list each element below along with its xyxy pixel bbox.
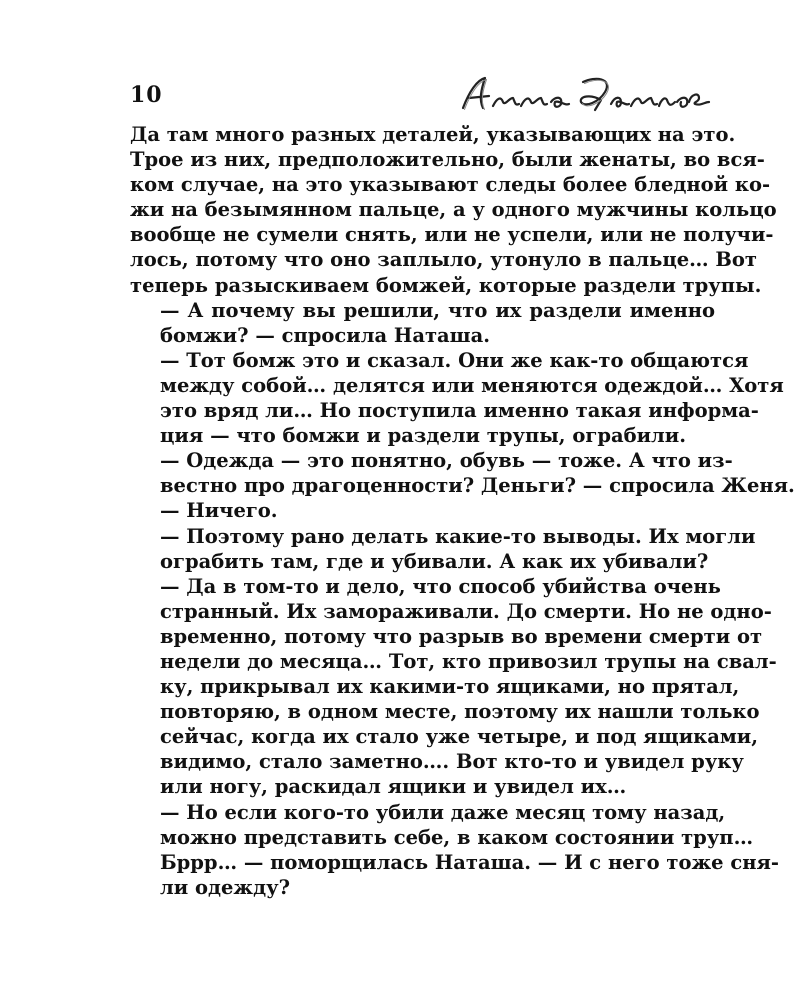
text-line: временно, потому что разрыв во времени смерти от bbox=[160, 624, 763, 648]
paragraph bbox=[130, 448, 795, 498]
text-line: Трое из них, предположительно, были женаты, во вся- bbox=[130, 148, 765, 172]
body-text bbox=[130, 122, 795, 900]
text-line: — Тот бомж это и сказал. Они же как-то общаются bbox=[160, 348, 749, 372]
text-line: или ногу, раскидал ящики и увидел их… bbox=[160, 775, 627, 799]
text-line: — Да в том-то и дело, что способ убийства очень bbox=[160, 574, 721, 598]
paragraph bbox=[130, 498, 715, 523]
author-signature-logo bbox=[455, 72, 715, 120]
text-line: ция — что бомжи и раздели трупы, ограбили. bbox=[160, 424, 687, 448]
page-header bbox=[130, 72, 715, 120]
page-number: 10 bbox=[130, 82, 163, 108]
paragraph bbox=[130, 122, 777, 298]
text-line: ку, прикрывал их какими-то ящиками, но прятал, bbox=[160, 675, 740, 699]
text-line: странный. Их замораживали. До смерти. Но не одно- bbox=[160, 599, 772, 623]
text-line: сейчас, когда их стало уже четыре, и под ящиками, bbox=[160, 725, 759, 749]
paragraph bbox=[130, 348, 784, 448]
text-line: жи на безымянном пальце, а у одного мужчины кольцо bbox=[130, 198, 777, 222]
text-line: можно представить себе, в каком состоянии труп… bbox=[160, 825, 754, 849]
text-line: теперь разыскиваем бомжей, которые раздели трупы. bbox=[130, 273, 762, 297]
text-line: — Ничего. bbox=[160, 499, 278, 523]
text-line: бомжи? — спросила Наташа. bbox=[160, 323, 491, 347]
text-line: ли одежду? bbox=[160, 875, 291, 899]
text-line: это вряд ли… Но поступила именно такая информа- bbox=[160, 399, 759, 423]
text-line: — Поэтому рано делать какие-то выводы. Их могли bbox=[160, 524, 756, 548]
text-line: вестно про драгоценности? Деньги? — спросила Женя. bbox=[160, 474, 795, 498]
text-line: — А почему вы решили, что их раздели именно bbox=[160, 298, 715, 322]
text-line: между собой… делятся или меняются одеждой… Хотя bbox=[160, 373, 784, 397]
text-line: — Но если кого-то убили даже месяц тому назад, bbox=[160, 800, 726, 824]
text-line: повторяю, в одном месте, поэтому их нашли только bbox=[160, 700, 760, 724]
paragraph bbox=[130, 298, 715, 348]
paragraph bbox=[130, 574, 777, 800]
paragraph bbox=[130, 524, 756, 574]
paragraph bbox=[130, 800, 780, 900]
text-line: вообще не сумели снять, или не успели, или не получи- bbox=[130, 223, 774, 247]
text-line: ограбить там, где и убивали. А как их убивали? bbox=[160, 549, 709, 573]
text-line: видимо, стало заметно…. Вот кто-то и увидел руку bbox=[160, 750, 744, 774]
text-line: Бррр… — поморщилась Наташа. — И с него тоже сня- bbox=[160, 850, 780, 874]
text-line: ком случае, на это указывают следы более бледной ко- bbox=[130, 173, 771, 197]
text-line: Да там много разных деталей, указывающих на это. bbox=[130, 123, 736, 146]
text-line: недели до месяца… Тот, кто привозил трупы на свал- bbox=[160, 649, 777, 673]
text-line: лось, потому что оно заплыло, утонуло в пальце… Вот bbox=[130, 248, 757, 272]
text-line: — Одежда — это понятно, обувь — тоже. А что из- bbox=[160, 449, 733, 473]
